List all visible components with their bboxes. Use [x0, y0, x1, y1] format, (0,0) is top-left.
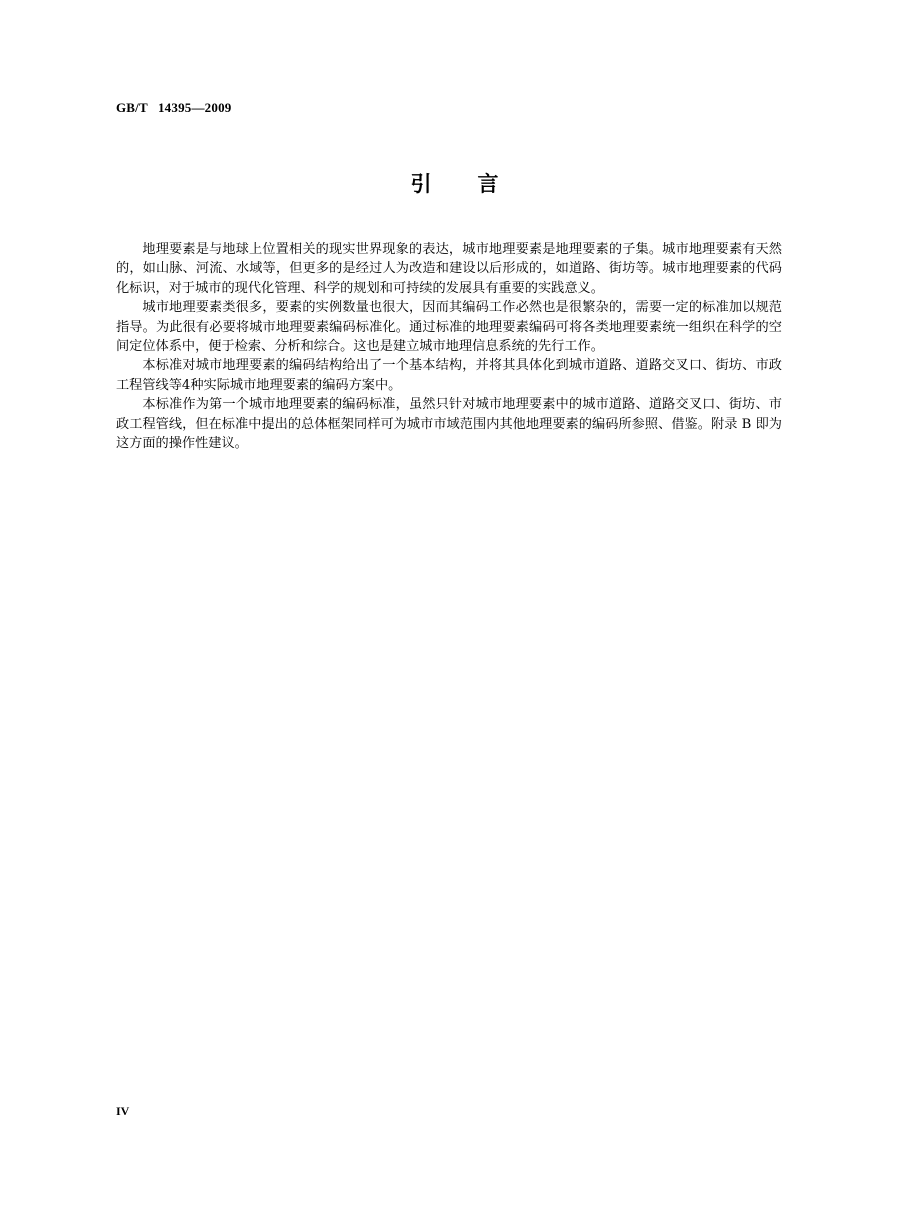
paragraph-4: 本标准作为第一个城市地理要素的编码标准，虽然只针对城市地理要素中的城市道路、道路交叉口、街坊、市政工程管线，但在标准中提出的总体框架同样可为城市市域范围内其他地理要素的编码所参照、借鉴。附录 B 即为这方面的操作性建议。 [116, 397, 782, 452]
paragraph-3: 本标准对城市地理要素的编码结构给出了一个基本结构，并将其具体化到城市道路、道路交叉口、街坊、市政工程管线等4种实际城市地理要素的编码方案中。 [116, 358, 782, 393]
page-number: IV [116, 1104, 130, 1118]
introduction-body [116, 240, 782, 453]
paragraph-2: 城市地理要素类很多，要素的实例数量也很大，因而其编码工作必然也是很繁杂的，需要一定的标准加以规范指导。为此很有必要将城市地理要素编码标准化。通过标准的地理要素编码可将各类地理要素统一组织在科学的空间定位体系中，便于检索、分析和综合。这也是建立城市地理信息系统的先行工作。 [116, 300, 782, 355]
paragraph-1: 地理要素是与地球上位置相关的现实世界现象的表达，城市地理要素是地理要素的子集。城市地理要素有天然的，如山脉、河流、水域等，但更多的是经过人为改造和建设以后形成的，如道路、街坊等。城市地理要素的代码化标识，对于城市的现代化管理、科学的规划和可持续的发展具有重要的实践意义。 [116, 242, 782, 296]
page-title [0, 170, 909, 198]
title-char-2: 言 [477, 172, 499, 196]
title-char-1: 引 [410, 172, 432, 196]
standard-code: GB/T 14395—2009 [116, 100, 232, 115]
